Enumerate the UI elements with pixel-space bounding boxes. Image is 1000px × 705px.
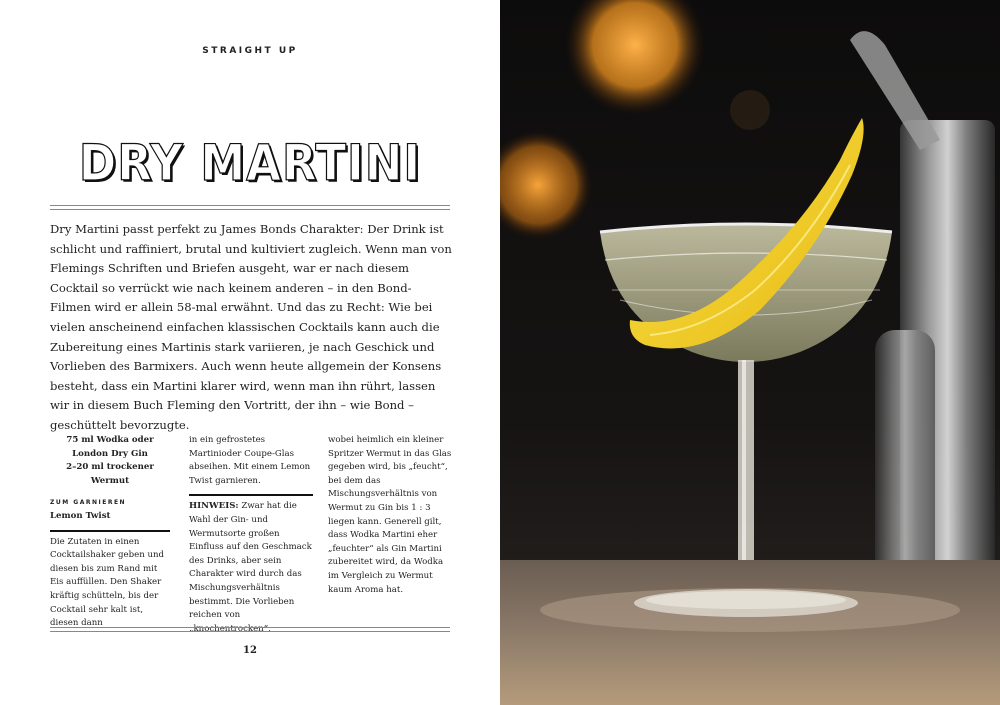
note-label: HINWEIS: <box>189 501 239 512</box>
recipe-column-3 <box>328 434 452 597</box>
note-continued: wobei heimlich ein kleiner Spritzer Wermut in das Glas gegeben wird, bis „feucht“, bei dem das Mischungsverhältnis von Wermut zu Gin bis 1 : 3 liegen kann. Generell gilt, dass Wodka Martini eher „feuchter“ als Gin Martini zubereitet wird, da Wodka im Vergleich zu Wermut kaum Aroma hat. <box>328 435 452 595</box>
garnish-heading: ZUM GARNIEREN <box>50 499 127 507</box>
divider-top-2 <box>50 209 450 210</box>
ingredient-1: 75 ml Wodka oder London Dry Gin <box>66 435 154 459</box>
recipe-steps-1: Die Zutaten in einen Cocktailshaker geben und diesen bis zum Rand mit Eis auffüllen. Den Shaker kräftig schütteln, bis der Cocktail sehr kalt ist, diesen dann <box>50 536 165 629</box>
page-title: DRY MARTINI <box>78 134 422 192</box>
garnish-value: Lemon Twist <box>50 510 111 521</box>
recipe-column-1 <box>50 434 170 631</box>
ingredient-2: 2–20 ml trockener Wermut <box>66 462 154 486</box>
divider-bottom-1 <box>50 627 450 628</box>
note-text: Zwar hat die Wahl der Gin- und Wermutsorte großen Einfluss auf den Geschmack des Drinks, aber sein Charakter wird durch das Mischungsverhältnis bestimmt. Die Vorlieben reichen von „knochentrocken“, <box>189 501 312 634</box>
recipe-steps-2: in ein gefrostetes Martinioder Coupe-Glas abseihen. Mit einem Lemon Twist garnieren. <box>189 435 311 486</box>
intro-paragraph: Dry Martini passt perfekt zu James Bonds Charakter: Der Drink ist schlicht und raffiniert, brutal und kultiviert zugleich. Wenn man von Flemings Schriften und Briefen ausgeht, war er nach diesem Cocktail so verrückt wie nach keinem anderen – in den Bond-Filmen wird er allein 58-mal erwähnt. Und das zu Recht: Wie bei vielen anscheinend einfachen klassischen Cocktails kann auch die Zubereitung eines Martinis stark variieren, je nach Geschick und Vorlieben des Barmixers. Auch wenn heute allgemein der Konsens besteht, dass ein Martini klarer wird, wenn man ihn rührt, lassen wir in diesem Buch Fleming den Vortritt, der ihn – wie Bond – geschüttelt bevorzugte. <box>50 222 452 432</box>
divider-top-1 <box>50 205 450 206</box>
recipe-column-2 <box>189 434 313 636</box>
divider-bottom-2 <box>50 631 450 632</box>
column-divider <box>50 530 170 532</box>
martini-glass-illustration <box>500 0 1000 705</box>
section-label: STRAIGHT UP <box>202 46 298 56</box>
note-divider <box>189 494 313 496</box>
cocktail-photo <box>500 0 1000 705</box>
page-number: 12 <box>243 645 257 656</box>
note-block <box>189 500 313 636</box>
